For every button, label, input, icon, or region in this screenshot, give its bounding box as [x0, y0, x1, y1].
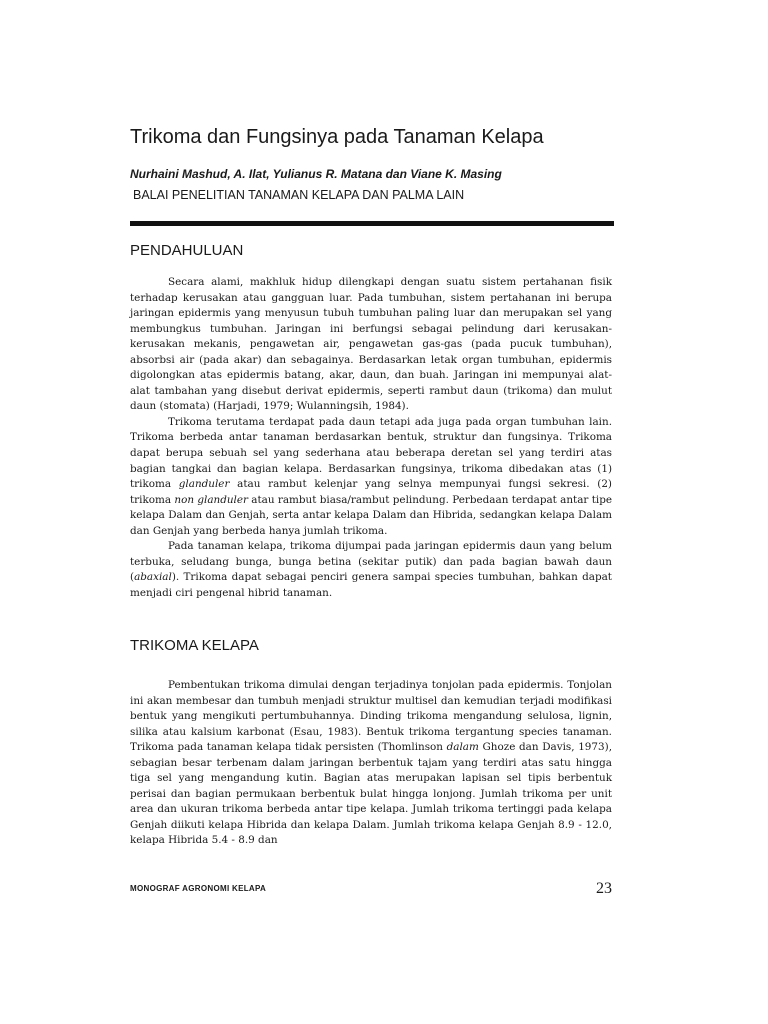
paragraph: [130, 539, 612, 601]
page-title: Trikoma dan Fungsinya pada Tanaman Kelapa: [130, 126, 544, 148]
section-body-trikoma-kelapa: [130, 678, 612, 849]
header-divider: [130, 221, 614, 226]
section-heading-pendahuluan: PENDAHULUAN: [130, 242, 244, 259]
paragraph: [130, 415, 612, 539]
italic-term: glanduler: [178, 478, 230, 491]
text-run: Ghoze dan Davis, 1973), sebagian besar terbenam dalam jaringan berbentuk tajam yang terdiri atas satu hingga tiga sel yang mengandung kutin. Bagian atas merupakan lapisan sel tipis berbentuk perisai dan bagian permukaan berbentuk bulat hingga lonjong. Jumlah trikoma per unit area dan ukuran trikoma berbeda antar tipe kelapa. Jumlah trikoma tertinggi pada kelapa Genjah diikuti kelapa Hibrida dan kelapa Dalam. Jumlah trikoma kelapa Genjah 8.9 - 12.0, kelapa Hibrida 5.4 - 8.9 dan: [130, 741, 612, 847]
text-run: ). Trikoma dapat sebagai penciri genera sampai species tumbuhan, bahkan dapat menjadi ciri pengenal hibrid tanaman.: [130, 571, 612, 599]
section-body-pendahuluan: [130, 275, 612, 601]
text-run: Pada tanaman kelapa, trikoma dijumpai pada jaringan epidermis daun yang belum terbuka, seludang bunga, bunga betina (sekitar putik) dan pada bagian bawah daun (: [130, 540, 612, 584]
section-heading-trikoma-kelapa: TRIKOMA KELAPA: [130, 637, 259, 654]
author-list: Nurhaini Mashud, A. Ilat, Yulianus R. Matana dan Viane K. Masing: [130, 167, 502, 181]
paragraph: [130, 275, 612, 415]
affiliation: BALAI PENELITIAN TANAMAN KELAPA DAN PALMA LAIN: [133, 188, 465, 202]
text-run: atau rambut biasa/rambut pelindung. Perbedaan terdapat antar tipe kelapa Dalam dan Genjah, serta antar kelapa Dalam dan Hibrida, sedangkan kelapa Dalam dan Genjah yang berbeda hanya jumlah trikoma.: [130, 493, 613, 537]
text-run: Secara alami, makhluk hidup dilengkapi dengan suatu sistem pertahanan fisik terhadap kerusakan atau gangguan luar. Pada tumbuhan, sistem pertahanan ini berupa jaringan epidermis yang menyusun tubuh tumbuhan paling luar dan merupakan sel yang membungkus tumbuhan. Jaringan ini berfungsi sebagai pelindung dari kerusakan-kerusakan mekanis, pengawetan air, pengawetan gas-gas (pada pucuk tumbuhan), absorbsi air (pada akar) dan sebagainya. Berdasarkan letak organ tumbuhan, epidermis digolongkan atas epidermis batang, akar, daun, dan buah. Jaringan ini mempunyai alat-alat tambahan yang disebut derivat epidermis, seperti rambut daun (trikoma) dan mulut daun (stomata) (Harjadi, 1979; Wulanningsih, 1984).: [130, 276, 612, 413]
italic-term: non glanduler: [174, 493, 248, 506]
text-run: atau rambut kelenjar yang selnya mempunyai fungsi sekresi. (2) trikoma: [130, 478, 612, 506]
paragraph: [130, 678, 612, 849]
text-run: Pembentukan trikoma dimulai dengan terjadinya tonjolan pada epidermis. Tonjolan ini akan membesar dan tumbuh menjadi struktur multisel dan kemudian terjadi modifikasi bentuk yang mengikuti pertumbuhannya. Dinding trikoma mengandung selulosa, lignin, silika atau kalsium karbonat (Esau, 1983). Bentuk trikoma tergantung species tanaman. Trikoma pada tanaman kelapa tidak persisten (Thomlinson: [130, 679, 612, 754]
page-number: 23: [596, 880, 612, 897]
text-run: Trikoma terutama terdapat pada daun tetapi ada juga pada organ tumbuhan lain. Trikoma berbeda antar tanaman berdasarkan bentuk, struktur dan fungsinya. Trikoma dapat berupa sebuah sel yang sederhana atau beberapa deretan sel yang terdiri atas bagian tangkai dan bagian kelapa. Berdasarkan fungsinya, trikoma dibedakan atas (1) trikoma: [130, 415, 612, 491]
running-footer: MONOGRAF AGRONOMI KELAPA: [130, 884, 267, 893]
italic-term: abaxial: [134, 571, 172, 584]
italic-term: dalam: [446, 741, 479, 754]
